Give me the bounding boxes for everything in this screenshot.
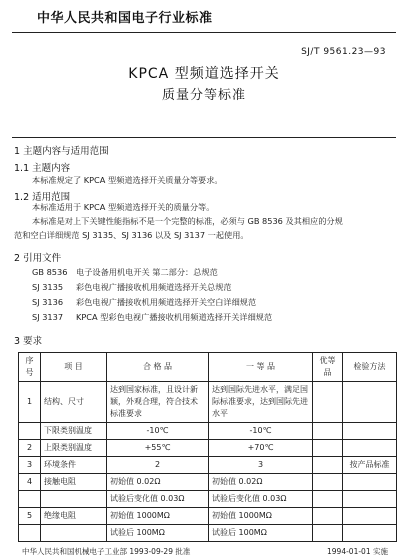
title-line-1: KPCA 型频道选择开关: [128, 66, 280, 82]
row-method: 按产品标准: [343, 457, 397, 474]
row-first-class: 初始值 0.02Ω: [209, 474, 313, 491]
table-row: [19, 457, 397, 474]
reference-title: 彩色电视广播接收机用频道选择开关总规范: [76, 282, 232, 292]
row-first-class: 初始值 1000MΩ: [209, 508, 313, 525]
row-first-class: 试验后变化值 0.03Ω: [209, 491, 313, 508]
row-first-class: +70℃: [209, 440, 313, 457]
row-superior: [313, 474, 343, 491]
row-item: [41, 491, 107, 508]
row-superior: [313, 491, 343, 508]
row-first-class: 试验后 100MΩ: [209, 525, 313, 542]
reference-title: KPCA 型彩色电视广播接收机用频道选择开关详细规范: [76, 312, 273, 322]
row-method: [343, 474, 397, 491]
table-row: [19, 382, 397, 423]
section-1-1-text: 本标准规定了 KPCA 型频道选择开关质量分等要求。: [32, 175, 223, 185]
column-header: 序号: [19, 353, 41, 382]
row-number: 1: [19, 382, 41, 423]
row-number: [19, 423, 41, 440]
row-qualified: 达到国家标准，且设计新颖，外观合理，符合技术标准要求: [107, 382, 209, 423]
row-qualified: 初始值 1000MΩ: [107, 508, 209, 525]
row-item: 接触电阻: [41, 474, 107, 491]
column-header: 项 目: [41, 353, 107, 382]
row-method: [343, 525, 397, 542]
reference-code: SJ 3136: [32, 297, 64, 307]
table-header-row: [19, 353, 397, 382]
section-1-1-heading: 1.1 主题内容: [14, 163, 71, 174]
row-item: 结构、尺寸: [41, 382, 107, 423]
row-first-class: -10℃: [209, 423, 313, 440]
issuing-authority: 中华人民共和国电子行业标准: [37, 11, 213, 26]
section-1-heading: 1 主题内容与适用范围: [14, 146, 109, 157]
row-first-class: 3: [209, 457, 313, 474]
section-1-2-text: 本标准适用于 KPCA 型频道选择开关的质量分等。: [32, 202, 215, 212]
row-qualified: 试验后 100MΩ: [107, 525, 209, 542]
row-item: 上限类别温度: [41, 440, 107, 457]
row-item: 下限类别温度: [41, 423, 107, 440]
row-superior: [313, 423, 343, 440]
reference-code: GB 8536: [32, 267, 68, 277]
section-1-2-heading: 1.2 适用范围: [14, 192, 71, 203]
row-qualified: +55℃: [107, 440, 209, 457]
row-item: [41, 525, 107, 542]
row-superior: [313, 457, 343, 474]
column-header: 优等品: [313, 353, 343, 382]
row-method: [343, 491, 397, 508]
row-superior: [313, 382, 343, 423]
table-row: [19, 474, 397, 491]
implementation-line: 1994-01-01 实施: [327, 547, 388, 556]
reference-title: 电子设备用机电开关 第二部分：总规范: [76, 267, 218, 277]
row-method: [343, 440, 397, 457]
row-superior: [313, 508, 343, 525]
row-qualified: -10℃: [107, 423, 209, 440]
row-number: 3: [19, 457, 41, 474]
row-item: 环境条件: [41, 457, 107, 474]
section-1-2-text: 本标准是对上下关键性能指标不是一个完整的标准，必须与 GB 8536 及其相应的分规: [32, 216, 343, 226]
title-line-2: 质量分等标准: [161, 88, 246, 103]
row-number: [19, 525, 41, 542]
reference-code: SJ 3135: [32, 282, 64, 292]
row-superior: [313, 440, 343, 457]
table-row: [19, 440, 397, 457]
title-rule: [12, 137, 396, 138]
section-1-2-text: 范和空白详细规范 SJ 3135、SJ 3136 以及 SJ 3137 一起使用。: [14, 230, 249, 240]
requirements-table: [18, 352, 397, 542]
table-row: [19, 508, 397, 525]
row-superior: [313, 525, 343, 542]
header-rule: [12, 32, 396, 33]
row-item: 绝缘电阻: [41, 508, 107, 525]
row-number: 2: [19, 440, 41, 457]
row-number: 4: [19, 474, 41, 491]
table-row: [19, 491, 397, 508]
row-number: [19, 491, 41, 508]
column-header: 合 格 品: [107, 353, 209, 382]
reference-code: SJ 3137: [32, 312, 64, 322]
table-row: [19, 423, 397, 440]
approval-line: 中华人民共和国机械电子工业部 1993-09-29 批准: [22, 547, 191, 556]
column-header: 检验方法: [343, 353, 397, 382]
row-qualified: 初始值 0.02Ω: [107, 474, 209, 491]
row-first-class: 达到国际先进水平，满足国际标准要求，达到国际先进水平: [209, 382, 313, 423]
row-method: [343, 423, 397, 440]
row-qualified: 2: [107, 457, 209, 474]
section-3-heading: 3 要求: [14, 336, 43, 347]
reference-title: 彩色电视广播接收机用频道选择开关空白详细规范: [76, 297, 257, 307]
row-qualified: 试验后变化值 0.03Ω: [107, 491, 209, 508]
section-2-heading: 2 引用文件: [14, 253, 62, 264]
row-number: 5: [19, 508, 41, 525]
standard-code: SJ/T 9561.23—93: [301, 47, 386, 57]
row-method: [343, 382, 397, 423]
table-row: [19, 525, 397, 542]
row-method: [343, 508, 397, 525]
column-header: 一 等 品: [209, 353, 313, 382]
